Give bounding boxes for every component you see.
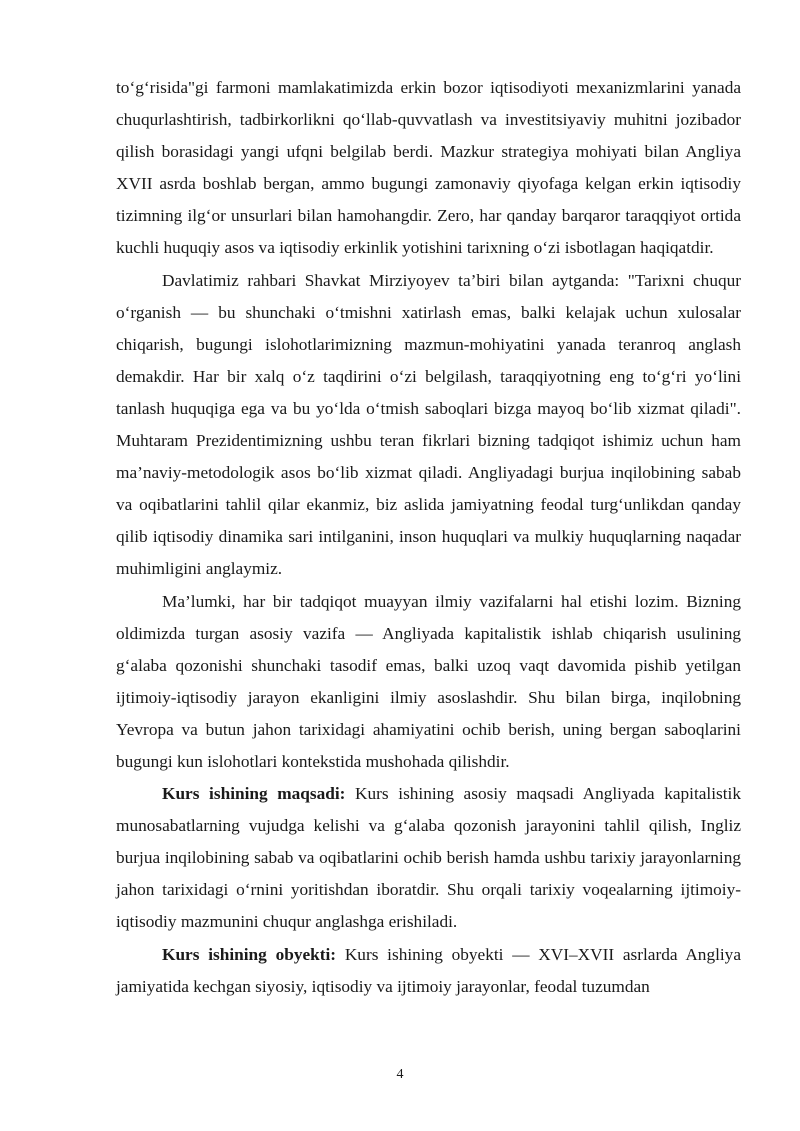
paragraph-lead-heading: Kurs ishining obyekti:	[162, 944, 337, 964]
paragraph-lead-heading: Kurs ishining maqsadi:	[162, 784, 346, 804]
paragraph-text: Kurs ishining asosiy maqsadi Angliyada kapitalistik munosabatlarning vujudga kelishi va g‘alaba qozonish jarayonini tahlil qilish, Ingliz burjua inqilobining sabab va oqibatlarini ochib berish hamda ushbu tarixiy jarayonlarning jahon tarixidagi o‘rnini yoritishdan iboratdir. Shu orqali tarixiy voqealarning ijtimoiy-iqtisodiy mazmunini chuqur anglashga erishiladi.	[116, 784, 741, 932]
paragraph-2	[116, 265, 741, 586]
page-number: 4	[396, 1067, 404, 1082]
paragraph-1	[116, 72, 741, 265]
paragraph-3	[116, 586, 741, 779]
paragraph-course-goal	[116, 778, 741, 938]
document-page	[116, 72, 741, 1003]
paragraph-text: Kurs ishining obyekti — XVI–XVII asrlarda Angliya jamiyatida kechgan siyosiy, iqtisodiy va ijtimoiy jarayonlar, feodal tuzumdan	[116, 944, 741, 996]
paragraph-course-object	[116, 939, 741, 1003]
paragraph-text: to‘g‘risida"gi farmoni mamlakatimizda erkin bozor iqtisodiyoti mexanizmlarini yanada chuqurlashtirish, tadbirkorlikni qo‘llab-quvvatlash va investitsiyaviy muhitni jozibador qilish borasidagi yangi ufqni belgilab berdi. Mazkur strategiya mohiyati bilan Angliya XVII asrda boshlab bergan, ammo bugungi zamonaviy qiyofaga kelgan erkin iqtisodiy tizimning ilg‘or unsurlari bilan hamohangdir. Zero, har qanday barqaror taraqqiyot ortida kuchli huquqiy asos va iqtisodiy erkinlik yotishini tarixning o‘zi isbotlagan haqiqatdir.	[116, 78, 741, 258]
paragraph-text: Ma’lumki, har bir tadqiqot muayyan ilmiy vazifalarni hal etishi lozim. Bizning oldimizda turgan asosiy vazifa — Angliyada kapitalistik ishlab chiqarish usulining g‘alaba qozonishi shunchaki tasodif emas, balki uzoq vaqt davomida pishib yetilgan ijtimoiy-iqtisodiy jarayon ekanligini ilmiy asoslashdir. Shu bilan birga, inqilobning Yevropa va butun jahon tarixidagi ahamiyatini ochib berish, uning bergan saboqlarini bugungi kun islohotlari kontekstida mushohada qilishdir.	[116, 591, 741, 771]
paragraph-text: Davlatimiz rahbari Shavkat Mirziyoyev ta’biri bilan aytganda: "Tarixni chuqur o‘rganish — bu shunchaki o‘tmishni xatirlash emas, balki kelajak uchun xulosalar chiqarish, bugungi islohotlarimizning mazmun-mohiyatini yanada teranroq anglash demakdir. Har bir xalq o‘z taqdirini o‘zi belgilash, taraqqiyotning eng to‘g‘ri yo‘lini tanlash huquqiga ega va bu yo‘lda o‘tmish saboqlari bizga mayoq bo‘lib xizmat qiladi". Muhtaram Prezidentimizning ushbu teran fikrlari bizning tadqiqot ishimiz uchun ham ma’naviy-metodologik asos bo‘lib xizmat qiladi. Angliyadagi burjua inqilobining sabab va oqibatlarini tahlil qilar ekanmiz, biz aslida jamiyatning feodal turg‘unlikdan qanday qilib iqtisodiy dinamika sari intilganini, inson huquqlari va mulkiy huquqlarning naqadar muhimligini anglaymiz.	[116, 270, 741, 579]
